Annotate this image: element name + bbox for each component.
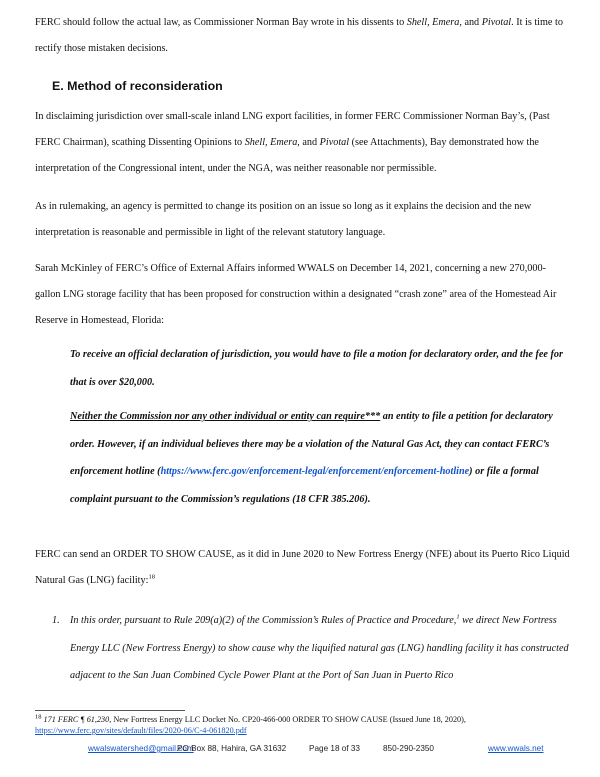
paragraph-rulemaking: As in rulemaking, an agency is permitted to change its position on an issue so long as it explains the decision and the new interpretation is reasonable and permissible in light of the relevant statutory language. [35, 201, 532, 238]
quote-text: ) or file a formal complaint pursuant to the Commission’s regulations (18 CFR 385.206). [70, 466, 539, 505]
paragraph-order-to-show-cause [35, 542, 570, 594]
paragraph-text: In disclaiming jurisdiction over small-scale inland LNG export facilities, in former FERC Commissioner Norman Bay’s, (Past FERC Chairman), scathing Dissenting Opinions to [35, 111, 550, 148]
quote-enforcement-hotline [70, 403, 570, 513]
paragraph-bay-dissent [35, 104, 570, 182]
case-names: Shell, Emera, [244, 137, 300, 148]
intro-case-pivotal: Pivotal [481, 17, 512, 28]
quote-text: an entity to file a petition for declaratory order. However, if an individual believes there may be a violation of the Natural Gas Act, they can contact FERC’s enforcement hotline ( [70, 411, 553, 477]
footnote-reference[interactable]: 18 [148, 573, 155, 581]
quote-declaratory-order: To receive an official declaration of jurisdiction, you would have to file a motion for declaratory order, and the fee for that is over $20,000. [70, 349, 563, 388]
footnote-text: New Fortress Energy LLC Docket No. CP20-466-000 ORDER TO SHOW CAUSE (Issued June 18, 2020), [111, 715, 466, 724]
list-text: we direct New Fortress Energy LLC (New Fortress Energy) to show cause why the liquified natural gas (LNG) handling facility it has constructed adjacent to the San Juan Combined Cycle Power Plant at the Port of San Juan in Puerto Rico [70, 615, 569, 681]
intro-text: and [461, 17, 482, 28]
paragraph-text: (see Attachments), Bay demonstrated how the interpretation of the Congressional intent, under the NGA, was neither reasonable nor permissible. [35, 137, 539, 174]
case-pivotal: Pivotal [319, 137, 350, 148]
intro-paragraph [35, 10, 570, 62]
footnote-18 [35, 714, 575, 736]
page-footer [0, 744, 600, 758]
paragraph-text: FERC can send an ORDER TO SHOW CAUSE, as it did in June 2020 to New Fortress Energy (NFE) about its Puerto Rico Liquid Natural Gas (LNG) facility: [35, 549, 570, 586]
underlined-clause: Neither the Commission nor any other individual or entity can require*** [70, 411, 381, 422]
enforcement-hotline-link[interactable]: https://www.ferc.gov/enforcement-legal/enforcement/enforcement-hotline [160, 466, 470, 477]
list-item-text [70, 607, 570, 690]
paragraph-mckinley: Sarah McKinley of FERC’s Office of External Affairs informed WWALS on December 14, 2021, concerning a new 270,000-gallon LNG storage facility that has been proposed for construction within a designated “crash zone” area of the Homestead Air Reserve in Homestead, Florida: [35, 263, 557, 326]
intro-text: . It is time to rectify those mistaken decisions. [35, 17, 563, 54]
inline-footnote-reference: 1 [456, 613, 460, 621]
intro-case-names: Shell, Emera, [406, 17, 462, 28]
list-number: 1. [52, 615, 60, 626]
footer-website-link[interactable]: www.wwals.net [488, 744, 544, 753]
footer-email-link[interactable]: wwalswatershed@gmail.com [88, 744, 194, 753]
footer-phone: 850-290-2350 [383, 744, 434, 753]
footnote-citation: 171 FERC ¶ 61,230, [43, 715, 112, 724]
list-text: In this order, pursuant to Rule 209(a)(2) of the Commission’s Rules of Practice and Procedure, [70, 615, 457, 626]
paragraph-text: and [299, 137, 320, 148]
section-heading: E. Method of reconsideration [52, 79, 223, 93]
intro-text: FERC should follow the actual law, as Commissioner Norman Bay wrote in his dissents to [35, 17, 407, 28]
footnote-divider [35, 710, 185, 711]
footnote-link[interactable]: https://www.ferc.gov/sites/default/files/2020-06/C-4-061820.pdf [35, 726, 247, 735]
footnote-number: 18 [35, 713, 42, 721]
footer-address: PO Box 88, Hahira, GA 31632 [177, 744, 287, 753]
footer-page-number: Page 18 of 33 [309, 744, 360, 753]
